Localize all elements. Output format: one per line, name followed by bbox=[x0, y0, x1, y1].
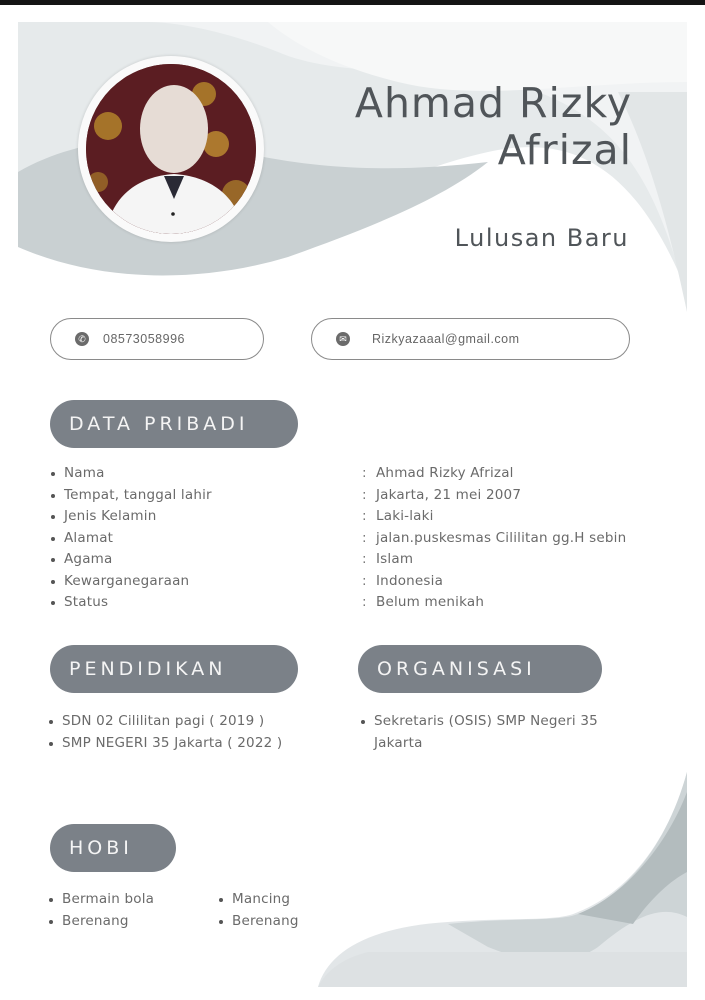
education-list bbox=[46, 711, 346, 754]
section-header-data-pribadi: DATA PRIBADI bbox=[50, 400, 298, 448]
email-contact[interactable] bbox=[311, 318, 630, 360]
education-item: SMP NEGERI 35 Jakarta ( 2022 ) bbox=[46, 733, 346, 755]
label-agama: Agama bbox=[48, 549, 348, 571]
cv-page bbox=[18, 22, 687, 987]
value-jenis-kelamin: : Laki-laki bbox=[362, 506, 682, 528]
top-bar bbox=[0, 0, 705, 5]
full-name bbox=[355, 80, 632, 174]
organization-item: Sekretaris (OSIS) SMP Negeri 35 Jakarta bbox=[358, 711, 638, 754]
hobby-list-col-2 bbox=[216, 889, 376, 932]
section-header-organisasi: ORGANISASI bbox=[358, 645, 602, 693]
profile-photo-frame bbox=[78, 56, 264, 242]
label-ttl: Tempat, tanggal lahir bbox=[48, 485, 348, 507]
label-alamat: Alamat bbox=[48, 528, 348, 550]
label-kewarganegaraan: Kewarganegaraan bbox=[48, 571, 348, 593]
phone-contact[interactable] bbox=[50, 318, 264, 360]
hobby-item: Berenang bbox=[216, 911, 376, 933]
value-kewarganegaraan: : Indonesia bbox=[362, 571, 682, 593]
personal-data-values bbox=[362, 463, 682, 614]
phone-icon: ✆ bbox=[75, 332, 89, 346]
hobby-list-col-1 bbox=[46, 889, 206, 932]
value-nama: : Ahmad Rizky Afrizal bbox=[362, 463, 682, 485]
email-address: Rizkyazaaal@gmail.com bbox=[372, 332, 520, 346]
person-photo-icon bbox=[86, 64, 256, 234]
job-title: Lulusan Baru bbox=[454, 224, 629, 252]
value-alamat: : jalan.puskesmas Cililitan gg.H sebin bbox=[362, 528, 682, 550]
hobby-item: Mancing bbox=[216, 889, 376, 911]
profile-photo bbox=[86, 64, 256, 234]
personal-data-labels bbox=[48, 463, 348, 614]
name-line-2: Afrizal bbox=[497, 126, 632, 174]
email-icon: ✉ bbox=[336, 332, 350, 346]
section-header-pendidikan: PENDIDIKAN bbox=[50, 645, 298, 693]
organization-list bbox=[358, 711, 638, 754]
education-item: SDN 02 Cililitan pagi ( 2019 ) bbox=[46, 711, 346, 733]
label-nama: Nama bbox=[48, 463, 348, 485]
section-header-hobi: HOBI bbox=[50, 824, 176, 872]
phone-number: 08573058996 bbox=[103, 332, 185, 346]
hobby-item: Berenang bbox=[46, 911, 206, 933]
value-agama: : Islam bbox=[362, 549, 682, 571]
label-jenis-kelamin: Jenis Kelamin bbox=[48, 506, 348, 528]
name-line-1: Ahmad Rizky bbox=[354, 79, 632, 127]
value-status: : Belum menikah bbox=[362, 592, 682, 614]
label-status: Status bbox=[48, 592, 348, 614]
hobby-item: Bermain bola bbox=[46, 889, 206, 911]
value-ttl: : Jakarta, 21 mei 2007 bbox=[362, 485, 682, 507]
